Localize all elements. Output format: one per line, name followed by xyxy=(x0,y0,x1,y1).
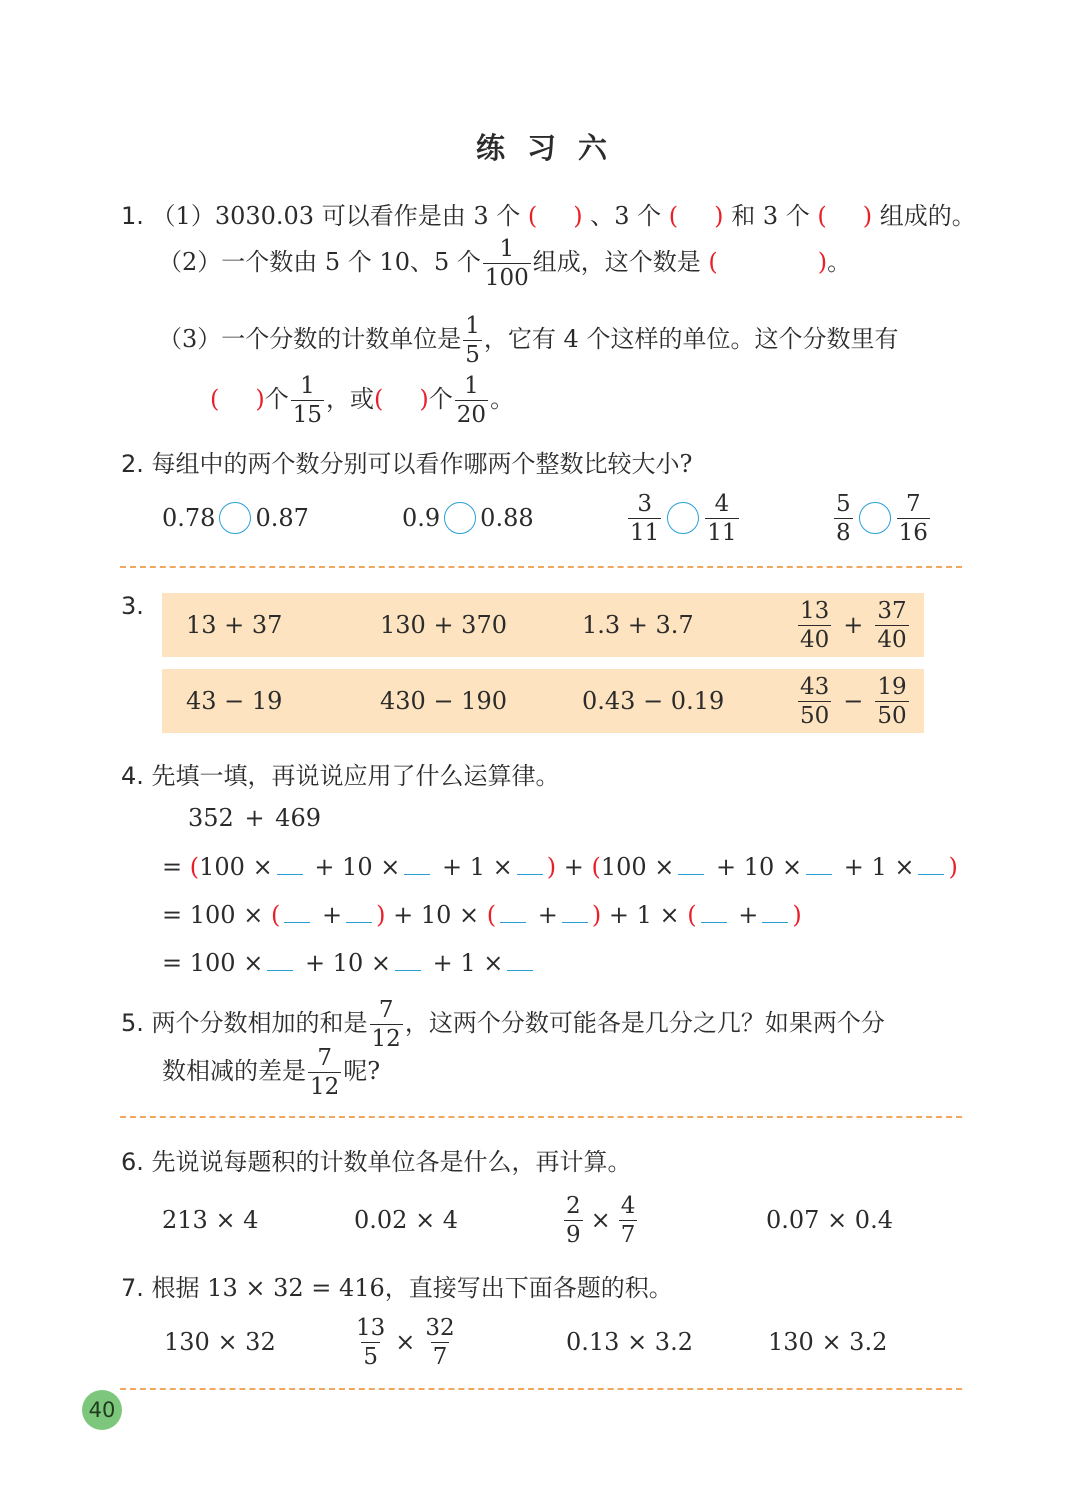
answer-blank[interactable]: ( ) xyxy=(817,202,873,230)
answer-blank[interactable] xyxy=(395,948,421,971)
q1-line4 xyxy=(210,372,514,429)
answer-blank[interactable] xyxy=(404,852,430,875)
fraction: $\frac{32}{7}$ xyxy=(425,1314,455,1370)
question-number: 5. xyxy=(121,1009,144,1037)
answer-blank[interactable] xyxy=(267,948,293,971)
q5-text-c: 数相减的差是 xyxy=(162,1057,306,1085)
question-number: 6. xyxy=(121,1148,144,1176)
q3-band-1 xyxy=(162,593,924,657)
q4-line1: = (100 × + 10 × + 1 × ) + (100 × + 10 × + 1 × ) xyxy=(162,853,958,881)
answer-blank[interactable]: ( ) xyxy=(210,385,265,413)
q6-text: 先说说每题积的计数单位各是什么，再计算。 xyxy=(151,1148,632,1176)
q4-line3: = 100 × + 10 × + 1 × xyxy=(162,948,537,977)
fraction: $\frac{4}{7}$ xyxy=(620,1192,636,1248)
fraction: $\frac{7}{12}$ xyxy=(371,997,401,1052)
question-number: 1. xyxy=(121,202,144,230)
q1-p2-text-b: 组成，这个数是 xyxy=(532,248,701,276)
q3-band-2 xyxy=(162,669,924,733)
answer-blank[interactable] xyxy=(517,852,543,875)
answer-blank[interactable] xyxy=(346,900,372,923)
answer-blank[interactable] xyxy=(500,900,526,923)
q2-prompt xyxy=(121,444,692,479)
q5-text-b: ，这两个分数可能各是几分之几？如果两个分 xyxy=(404,1009,885,1037)
section-divider xyxy=(120,1388,962,1390)
q5-text-d: 呢? xyxy=(343,1057,381,1085)
q6-expr-3: $\frac{2}{9}$ × $\frac{4}{7}$ xyxy=(566,1192,636,1248)
compare-circle[interactable] xyxy=(859,502,891,534)
q2-g1-left: 0.78 xyxy=(162,504,216,532)
q2-group-4 xyxy=(832,490,932,546)
page-title: 练习六 xyxy=(475,131,629,165)
q5-line2 xyxy=(162,1044,380,1101)
q3-r2-c4 xyxy=(796,669,911,733)
fraction: $\frac{5}{8}$ xyxy=(836,490,851,546)
fraction: $\frac{13}{40}$ xyxy=(800,597,830,653)
compare-circle[interactable] xyxy=(444,502,476,534)
answer-blank[interactable] xyxy=(806,852,832,875)
answer-blank[interactable] xyxy=(918,852,944,875)
q1-line1 xyxy=(121,196,976,231)
q1-p4-text-e: 。 xyxy=(490,385,515,413)
answer-blank[interactable] xyxy=(284,900,310,923)
q6-expr-1: 213 × 4 xyxy=(162,1206,259,1234)
fraction: $\frac{4}{11}$ xyxy=(707,490,737,546)
fraction: $\frac{7}{12}$ xyxy=(310,1045,340,1100)
q1-p3-text-a: （3）一个分数的计数单位是 xyxy=(158,325,462,353)
fraction: $\frac{7}{16}$ xyxy=(898,490,928,546)
fraction: $\frac{1}{100}$ xyxy=(484,236,529,291)
answer-blank[interactable]: ( ) xyxy=(374,385,429,413)
q1-p4-text-c: 个 xyxy=(428,385,453,413)
q7-expr-3: 0.13 × 3.2 xyxy=(566,1328,693,1356)
answer-blank[interactable] xyxy=(678,852,704,875)
operator: − xyxy=(843,687,864,715)
q2-group-3 xyxy=(626,490,741,546)
q2-g2-right: 0.88 xyxy=(480,504,534,532)
q3-r1-c3: 1.3 + 3.7 xyxy=(582,611,694,639)
section-divider xyxy=(120,566,962,568)
q1-p1-text-a: （1）3030.03 可以看作是由 3 个 xyxy=(151,202,521,230)
q1-p1-text-b: 、3 个 xyxy=(590,202,662,230)
compare-circle[interactable] xyxy=(219,502,251,534)
answer-blank[interactable] xyxy=(762,900,788,923)
answer-blank[interactable]: ( ) xyxy=(708,248,828,276)
q1-line3 xyxy=(158,312,898,369)
q7-expr-1: 130 × 32 xyxy=(164,1328,276,1356)
q5-text-a: 两个分数相加的和是 xyxy=(151,1009,368,1037)
question-number: 7. xyxy=(121,1274,144,1302)
q1-p1-text-c: 和 3 个 xyxy=(731,202,810,230)
q7-prompt xyxy=(121,1268,673,1303)
question-number: 2. xyxy=(121,450,144,478)
q3-r2-c2: 430 − 190 xyxy=(380,687,507,715)
q2-g2-left: 0.9 xyxy=(402,504,441,532)
answer-blank[interactable] xyxy=(562,900,588,923)
fraction: $\frac{1}{20}$ xyxy=(456,373,487,428)
q4-prompt xyxy=(121,756,560,791)
operator: + xyxy=(843,611,864,639)
q1-p4-text-b: ，或 xyxy=(326,385,375,413)
answer-blank[interactable] xyxy=(277,852,303,875)
fraction: $\frac{13}{5}$ xyxy=(356,1314,386,1370)
q1-p2-text-c: 。 xyxy=(827,248,852,276)
q6-prompt xyxy=(121,1142,632,1177)
q2-text: 每组中的两个数分别可以看作哪两个整数比较大小? xyxy=(151,450,693,478)
fraction: $\frac{43}{50}$ xyxy=(800,673,830,729)
fraction: $\frac{19}{50}$ xyxy=(877,673,907,729)
page-number-badge: 40 xyxy=(82,1390,122,1430)
fraction: $\frac{1}{5}$ xyxy=(465,313,480,368)
q1-line2 xyxy=(158,235,851,292)
q4-line2: = 100 × ( + ) + 10 × ( + ) + 1 × ( + ) xyxy=(162,901,802,929)
q7-expr-4: 130 × 3.2 xyxy=(768,1328,888,1356)
answer-blank[interactable]: ( ) xyxy=(527,202,583,230)
answer-blank[interactable] xyxy=(701,900,727,923)
q3-r1-c4 xyxy=(796,593,911,657)
fraction: $\frac{2}{9}$ xyxy=(566,1192,581,1248)
question-number: 3. xyxy=(121,592,144,620)
q1-p3-text-b: ，它有 4 个这样的单位。这个分数里有 xyxy=(483,325,899,353)
answer-blank[interactable]: ( ) xyxy=(668,202,724,230)
q7-expr-2: $\frac{13}{5}$ × $\frac{32}{7}$ xyxy=(356,1314,455,1370)
fraction: $\frac{37}{40}$ xyxy=(877,597,907,653)
q1-p2-text-a: （2）一个数由 5 个 10、5 个 xyxy=(158,248,481,276)
q2-g1-right: 0.87 xyxy=(255,504,309,532)
fraction: $\frac{3}{11}$ xyxy=(630,490,660,546)
q7-text: 根据 13 × 32 = 416，直接写出下面各题的积。 xyxy=(151,1274,673,1302)
q6-expr-4: 0.07 × 0.4 xyxy=(766,1206,893,1234)
fraction: $\frac{1}{15}$ xyxy=(292,373,323,428)
q4-line0: 352 + 469 xyxy=(188,804,321,832)
q4-text: 先填一填，再说说应用了什么运算律。 xyxy=(151,762,560,790)
q2-group-2 xyxy=(402,490,534,546)
q1-p1-text-d: 组成的。 xyxy=(879,202,976,230)
q3-r1-c1: 13 + 37 xyxy=(186,611,283,639)
answer-blank[interactable] xyxy=(507,948,533,971)
question-number: 4. xyxy=(121,762,144,790)
q3-r1-c2: 130 + 370 xyxy=(380,611,507,639)
section-divider xyxy=(120,1116,962,1118)
compare-circle[interactable] xyxy=(667,502,699,534)
q1-p4-text-a: 个 xyxy=(264,385,289,413)
q3-r2-c3: 0.43 − 0.19 xyxy=(582,687,725,715)
q3-r2-c1: 43 − 19 xyxy=(186,687,283,715)
q2-group-1 xyxy=(162,490,309,546)
q6-expr-2: 0.02 × 4 xyxy=(354,1206,459,1234)
